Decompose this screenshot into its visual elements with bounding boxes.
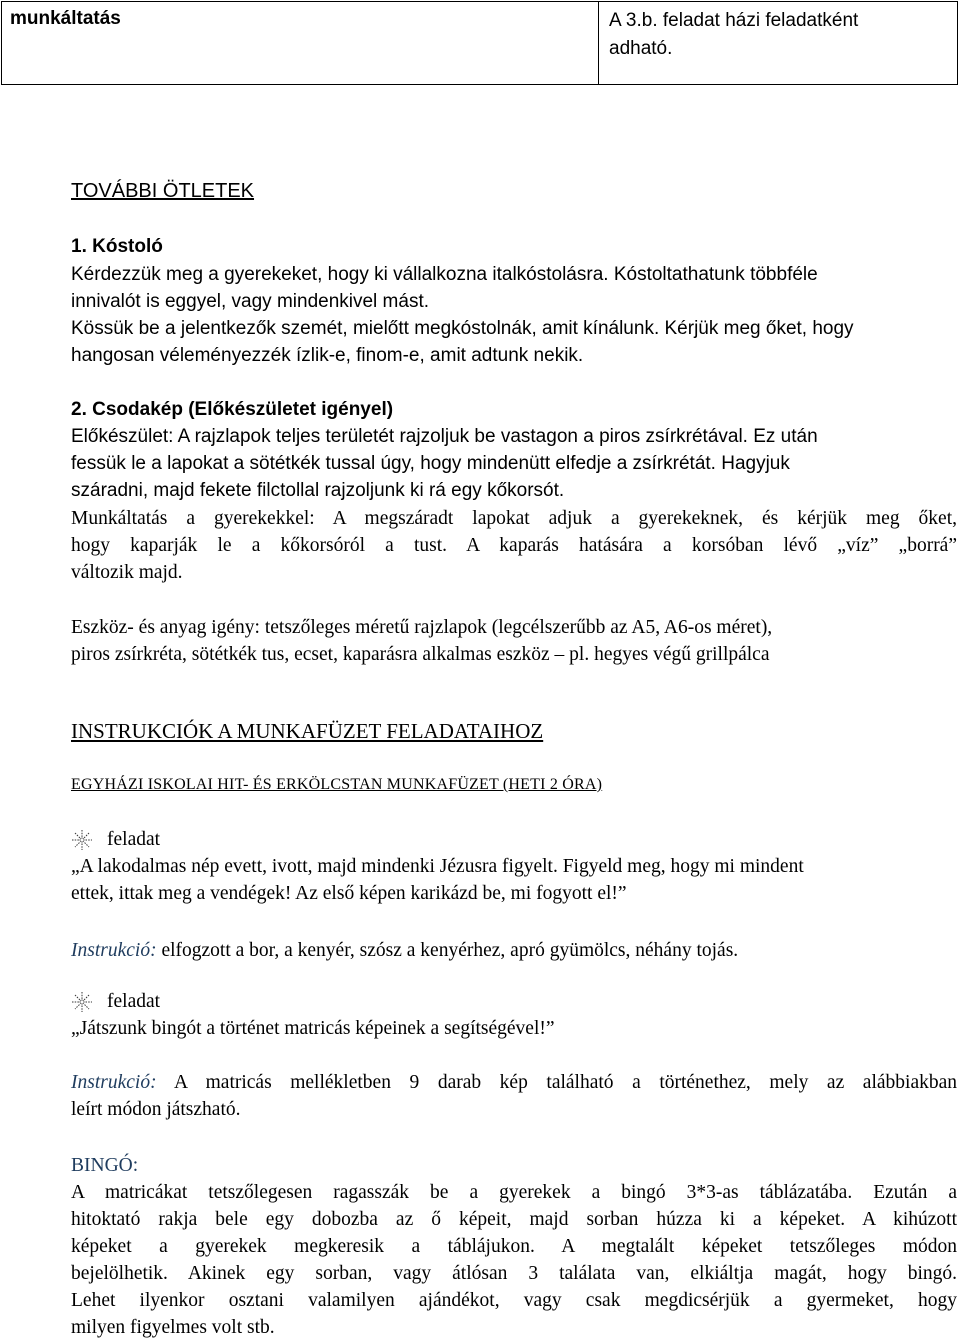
bingo-line: A matricákat tetszőlegesen ragasszák be a gyerekek a bingó 3*3-as táblázatába. Ezután a	[71, 1182, 957, 1203]
paragraph-line: változik majd.	[71, 562, 183, 583]
instruction-label: Instrukció:	[71, 1072, 157, 1093]
instruction-text: elfogzott a bor, a kenyér, szósz a kenyérhez, apró gyümölcs, néhány tojás.	[156, 940, 739, 961]
task-1	[71, 826, 957, 907]
paragraph-line: hogy kaparják le a kőkorsóról a tust. A kaparás hatására a korsóban lévő „víz” „borrá”	[71, 535, 957, 556]
bingo-line: bejelölhetik. Akinek egy sorban, vagy átlósan 3 találata van, elkiáltja magát, hogy bingó.	[71, 1263, 957, 1284]
bingo-section	[71, 1152, 957, 1341]
bingo-line: hitoktató rakja bele egy dobozba az ő képeit, majd sorban húzza ki a képeket. A kihúzott	[71, 1209, 957, 1230]
paragraph-line: Eszköz- és anyag igény: tetszőleges méretű rajzlapok (legcélszerűbb az A5, A6-os méret),	[71, 617, 773, 638]
sun-icon	[71, 829, 93, 851]
instruction-text: A matricás mellékletben 9 darab kép található a történethez, mely az alábbiakban	[156, 1072, 957, 1093]
item-csodakep	[71, 396, 957, 504]
item-csodakep-title: 2. Csodakép (Előkészületet igényel)	[71, 399, 394, 420]
paragraph-line: fessük le a lapokat a sötétkék tussal úgy, hogy mindenütt elfedje a zsírkrétát. Hagyjuk	[71, 453, 790, 474]
paragraph-eszkoz	[71, 614, 957, 668]
task-1-header	[71, 826, 957, 853]
section-heading-tovabbi: TOVÁBBI ÖTLETEK	[71, 180, 255, 202]
table-cell-right-line1: A 3.b. feladat házi feladatként	[609, 10, 859, 31]
paragraph-line: Munkáltatás a gyerekekkel: A megszáradt lapokat adjuk a gyerekeknek, és kérjük meg őket,	[71, 508, 957, 529]
header-table	[1, 1, 958, 85]
bingo-line: képeket a gyerekek megkeresik a táblájukon. A megtalált képeket tetszőleges módon	[71, 1236, 957, 1257]
item-kostolo-title: 1. Kóstoló	[71, 236, 163, 257]
task-2-instruction	[71, 1069, 957, 1123]
task-2	[71, 988, 957, 1042]
section-subheading: EGYHÁZI ISKOLAI HIT- ÉS ERKÖLCSTAN MUNKAFÜZET (HETI 2 ÓRA)	[71, 776, 603, 793]
paragraph-line: száradni, majd fekete filctollal rajzoljunk ki rá egy kőkorsót.	[71, 480, 565, 501]
paragraph-line: innivalót is eggyel, vagy mindenkivel mást.	[71, 291, 430, 312]
item-kostolo	[71, 233, 957, 369]
task-1-quote-line: „A lakodalmas nép evett, ivott, majd mindenki Jézusra figyelt. Figyeld meg, hogy mi mindent	[71, 856, 804, 877]
paragraph-line: Előkészület: A rajzlapok teljes területét rajzoljuk be vastagon a piros zsírkrétával. Ez után	[71, 426, 818, 447]
paragraph-line: Kössük be a jelentkezők szemét, mielőtt megkóstolnák, amit kínálunk. Kérjük meg őket, hogy	[71, 318, 854, 339]
table-cell-right-line2: adható.	[609, 38, 673, 59]
instruction-text-line: leírt módon játszható.	[71, 1099, 241, 1120]
instruction-label: Instrukció:	[71, 940, 157, 961]
bingo-label: BINGÓ:	[71, 1155, 139, 1176]
table-cell-right	[599, 2, 957, 84]
sun-icon	[71, 991, 93, 1013]
task-1-quote-line: ettek, ittak meg a vendégek! Az első képen karikázd be, mi fogyott el!”	[71, 883, 627, 904]
task-2-header	[71, 988, 957, 1015]
bingo-line: Lehet ilyenkor osztani valamilyen ajándékot, vagy csak megdicsérjük a gyermeket, hogy	[71, 1290, 957, 1311]
paragraph-munkaltatas	[71, 505, 957, 586]
paragraph-line: Kérdezzük meg a gyerekeket, hogy ki vállalkozna italkóstolásra. Kóstoltathatunk többféle	[71, 264, 818, 285]
paragraph-line: hangosan véleményezzék ízlik-e, finom-e, amit adtunk nekik.	[71, 345, 584, 366]
task-1-instruction	[71, 937, 957, 964]
paragraph-line: piros zsírkréta, sötétkék tus, ecset, kaparásra alkalmas eszköz – pl. hegyes végű grillpálca	[71, 644, 770, 665]
bingo-line: milyen figyelmes volt stb.	[71, 1317, 275, 1338]
section-heading-instrukciok: INSTRUKCIÓK A MUNKAFÜZET FELADATAIHOZ	[71, 719, 544, 743]
task-1-label: feladat	[107, 829, 161, 850]
table-cell-left: munkáltatás	[2, 2, 599, 84]
task-2-quote-line: „Játszunk bingót a történet matricás képeinek a segítségével!”	[71, 1018, 555, 1039]
task-2-label: feladat	[107, 991, 161, 1012]
